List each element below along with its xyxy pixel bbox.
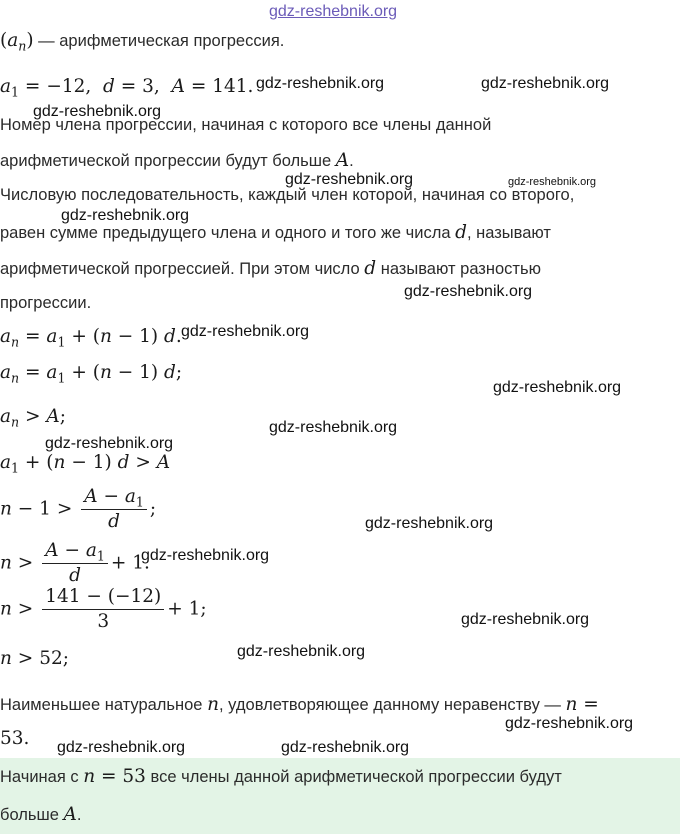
definition-text-2b: , называют bbox=[466, 224, 551, 242]
conclusion-text-b: , удовлетворяющее данному неравенству — bbox=[219, 696, 561, 714]
watermark-12: gdz-reshebnik.org bbox=[365, 515, 494, 532]
watermark-15: gdz-reshebnik.org bbox=[237, 643, 366, 660]
watermark-8: gdz-reshebnik.org bbox=[181, 323, 310, 340]
watermark-14: gdz-reshebnik.org bbox=[461, 611, 590, 628]
definition-line-4: прогрессии. bbox=[0, 294, 92, 312]
watermark-11: gdz-reshebnik.org bbox=[45, 435, 174, 452]
formula-general-2: $a_n = a_1 + (n - 1)$ d; bbox=[0, 362, 183, 386]
inequality-3: n − 1 > $\frac{A - a_1}{d}$ ; bbox=[0, 486, 157, 533]
answer-text-c: больше bbox=[0, 806, 59, 824]
watermark-13: gdz-reshebnik.org bbox=[141, 547, 270, 564]
plus-one: + 1 bbox=[167, 598, 201, 620]
watermark-17: gdz-reshebnik.org bbox=[57, 739, 186, 756]
value-3: 3 bbox=[97, 611, 110, 633]
watermark-4: gdz-reshebnik.org bbox=[285, 171, 414, 188]
watermark-3: gdz-reshebnik.org bbox=[33, 103, 162, 120]
question-line-2: арифметической прогрессии будут больше A. bbox=[0, 150, 354, 171]
value-141: 141 bbox=[45, 586, 81, 607]
question-line-1: Номер члена прогрессии, начиная с которого все члены данной bbox=[0, 116, 492, 134]
inequality-4: n > $\frac{A - a_1}{d}$ + 1. bbox=[0, 540, 150, 587]
given-d: 3 bbox=[142, 76, 154, 97]
given-A: 141. bbox=[212, 76, 254, 97]
watermark-9: gdz-reshebnik.org bbox=[493, 379, 622, 396]
intro-line: $(a_n)$ — арифметическая прогрессия. bbox=[0, 30, 285, 54]
answer-line-2: больше A. bbox=[0, 804, 82, 825]
definition-line-2: равен сумме предыдущего члена и одного и того же числа d, называют bbox=[0, 222, 551, 243]
inequality-1: $a_n > A$; bbox=[0, 406, 67, 430]
fraction-2: $\frac{A - a_1}{d}$ bbox=[42, 540, 108, 587]
answer-line-1: Начиная с n = 53 все члены данной арифметической прогрессии будут bbox=[0, 766, 562, 787]
watermark-18: gdz-reshebnik.org bbox=[281, 739, 410, 756]
value-52: 52; bbox=[39, 648, 69, 669]
question-text-2: арифметической прогрессии будут больше bbox=[0, 152, 332, 170]
definition-text-3b: называют разностью bbox=[380, 260, 541, 278]
watermark-16: gdz-reshebnik.org bbox=[505, 715, 634, 732]
fraction-3: $\frac{141 - (-12)}{3}$ bbox=[42, 586, 164, 633]
given-values: $a_1 = -12$, d = 3, A = 141. bbox=[0, 76, 254, 100]
given-a1: −12 bbox=[46, 76, 86, 97]
watermark-10: gdz-reshebnik.org bbox=[269, 419, 398, 436]
watermark-5: gdz-reshebnik.org bbox=[508, 176, 597, 188]
definition-line-1: Числовую последовательность, каждый член которой, начиная со второго, bbox=[0, 186, 575, 204]
watermark-7: gdz-reshebnik.org bbox=[404, 283, 533, 300]
intro-text: — арифметическая прогрессия. bbox=[38, 32, 285, 50]
definition-text-3a: арифметической прогрессией. При этом число bbox=[0, 260, 360, 278]
inequality-6: n > 52; bbox=[0, 648, 69, 669]
definition-text-2a: равен сумме предыдущего члена и одного и того же числа bbox=[0, 224, 451, 242]
answer-text-a: Начиная с bbox=[0, 768, 79, 786]
watermark-2: gdz-reshebnik.org bbox=[481, 75, 610, 92]
answer-n: 53 bbox=[122, 766, 146, 787]
inequality-5: n > $\frac{141 - (-12)}{3}$ + 1; bbox=[0, 586, 207, 633]
formula-general-1: $a_n = a_1 + (n - 1)$ d. bbox=[0, 326, 182, 350]
conclusion-line-1: Наименьшее натуральное n, удовлетворяющее данному неравенству — n = bbox=[0, 694, 599, 715]
value-minus-12: (−12) bbox=[107, 586, 162, 607]
fraction-1: $\frac{A - a_1}{d}$ bbox=[81, 486, 147, 533]
header-watermark[interactable]: gdz-reshebnik.org bbox=[269, 3, 398, 20]
watermark-1: gdz-reshebnik.org bbox=[256, 75, 385, 92]
definition-line-3: арифметической прогрессией. При этом число d называют разностью bbox=[0, 258, 541, 279]
inequality-2: $a_1 + (n - 1) d > A$ bbox=[0, 452, 171, 476]
answer-text-b: все члены данной арифметической прогрессии будут bbox=[150, 768, 562, 786]
conclusion-line-2: 53. bbox=[0, 728, 30, 749]
conclusion-text-a: Наименьшее натуральное bbox=[0, 696, 203, 714]
watermark-6: gdz-reshebnik.org bbox=[61, 207, 190, 224]
